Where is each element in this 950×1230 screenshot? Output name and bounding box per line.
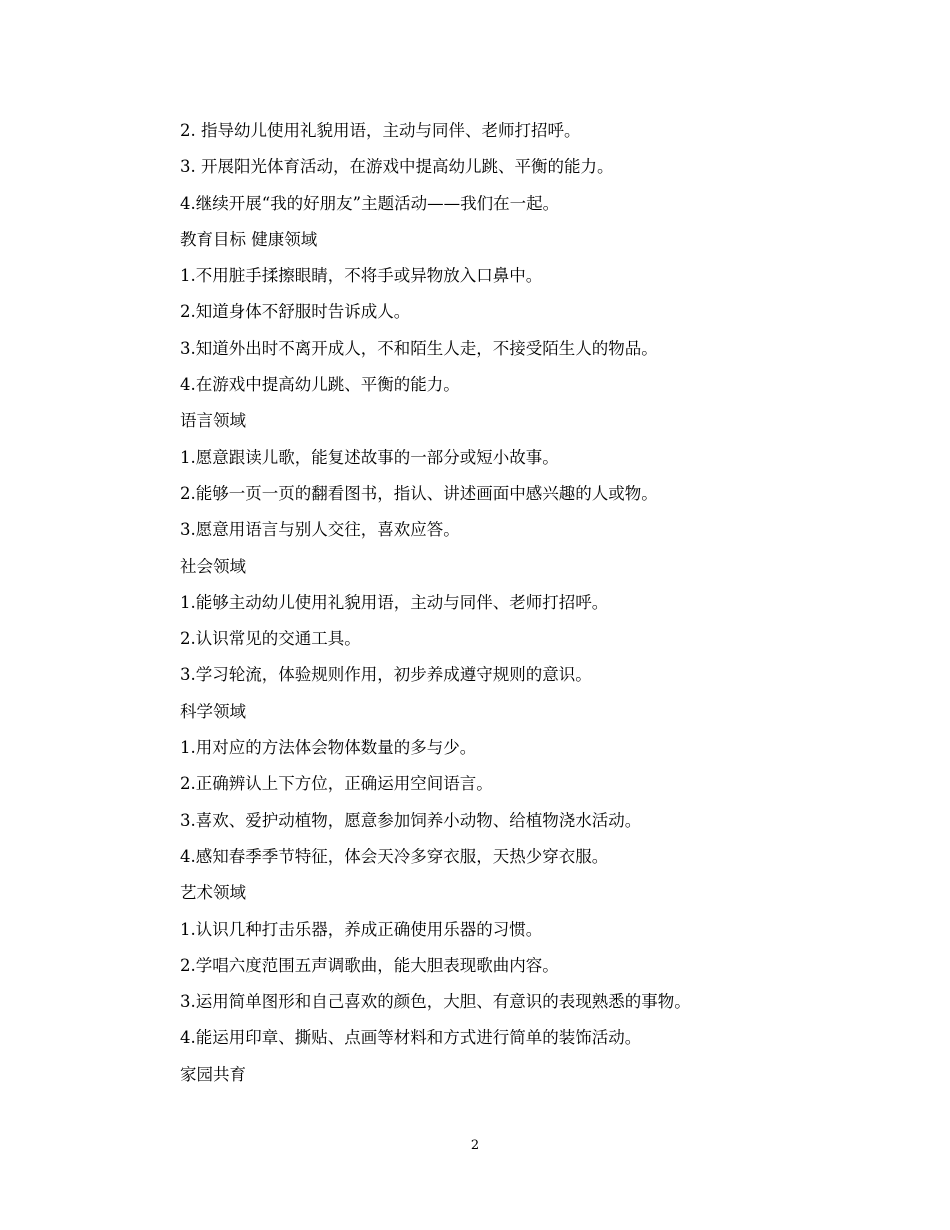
section-heading-social: 社会领域 — [180, 556, 246, 576]
list-item: 4.感知春季季节特征，体会天冷多穿衣服，天热少穿衣服。 — [180, 846, 609, 866]
document-body — [180, 116, 880, 1096]
list-item: 2.学唱六度范围五声调歌曲，能大胆表现歌曲内容。 — [180, 955, 559, 975]
list-item: 3.运用简单图形和自己喜欢的颜色，大胆、有意识的表现熟悉的事物。 — [180, 992, 691, 1012]
list-item: 1.不用脏手揉擦眼睛，不将手或异物放入口鼻中。 — [180, 266, 543, 286]
list-item: 2.正确辨认上下方位，正确运用空间语言。 — [180, 774, 493, 794]
page-number: 2 — [470, 1138, 480, 1153]
list-item: 3.喜欢、爱护动植物，愿意参加饲养小动物、给植物浇水活动。 — [180, 810, 642, 830]
list-item: 2.认识常见的交通工具。 — [180, 629, 361, 649]
list-item: 3.学习轮流，体验规则作用，初步养成遵守规则的意识。 — [180, 665, 592, 685]
list-item: 3.愿意用语言与别人交往，喜欢应答。 — [180, 520, 460, 540]
list-item: 2.知道身体不舒服时告诉成人。 — [180, 302, 411, 322]
list-item-theme-activity: 4.继续开展“我的好朋友”主题活动——我们在一起。 — [180, 193, 560, 213]
list-item: 1.能够主动幼儿使用礼貌用语，主动与同伴、老师打招呼。 — [180, 592, 609, 612]
section-heading-language: 语言领域 — [180, 411, 246, 431]
section-heading-science: 科学领域 — [180, 701, 246, 721]
list-item-sunshine-sports: 3. 开展阳光体育活动，在游戏中提高幼儿跳、平衡的能力。 — [180, 157, 614, 177]
section-heading-home-school: 家园共育 — [180, 1064, 246, 1084]
list-item: 1.愿意跟读儿歌，能复述故事的一部分或短小故事。 — [180, 447, 559, 467]
section-heading-art: 艺术领域 — [180, 883, 246, 903]
section-heading-education-goals-health: 教育目标 健康领域 — [180, 229, 318, 249]
list-item: 1.认识几种打击乐器，养成正确使用乐器的习惯。 — [180, 919, 543, 939]
list-item: 2.能够一页一页的翻看图书，指认、讲述画面中感兴趣的人或物。 — [180, 483, 658, 503]
list-item: 4.在游戏中提高幼儿跳、平衡的能力。 — [180, 375, 460, 395]
list-item-greeting-guidance: 2. 指导幼儿使用礼貌用语，主动与同伴、老师打招呼。 — [180, 121, 581, 140]
list-item: 3.知道外出时不离开成人，不和陌生人走，不接受陌生人的物品。 — [180, 338, 658, 358]
list-item: 1.用对应的方法体会物体数量的多与少。 — [180, 738, 477, 758]
list-item: 4.能运用印章、撕贴、点画等材料和方式进行简单的装饰活动。 — [180, 1028, 642, 1048]
